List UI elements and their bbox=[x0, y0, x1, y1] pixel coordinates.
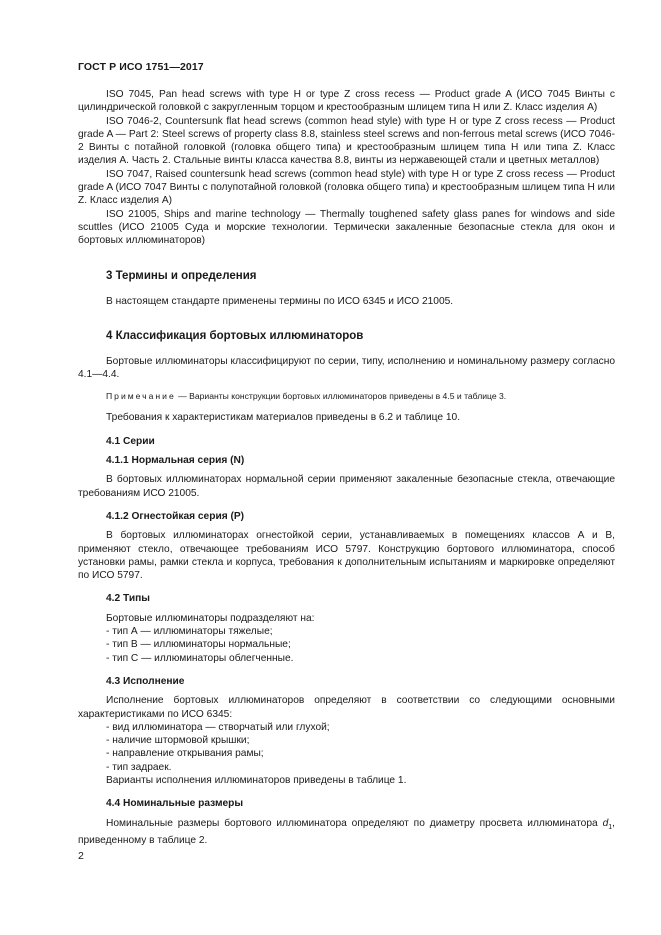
section-4-2-heading: 4.2 Типы bbox=[106, 593, 150, 605]
list-item: - тип А — иллюминаторы тяжелые; bbox=[106, 626, 273, 638]
section-3-text: В настоящем стандарте применены термины по ИСО 6345 и ИСО 21005. bbox=[106, 295, 454, 307]
section-4-1-2-text: В бортовых иллюминаторах огнестойкой серии, устанавливаемых в помещениях классов А и В, применяют стекло, отвечающее требованиям ИСО 5797. Конструкцию бортового иллюминатора, способ установки рамы, рамки стекла и корпуса, требования к дополнительным испытаниям и маркировке определяют по ИСО 5797. bbox=[78, 530, 615, 582]
page-number: 2 bbox=[78, 850, 84, 862]
list-item: - наличие штормовой крышки; bbox=[106, 735, 250, 747]
reference-iso-7045: ISO 7045, Pan head screws with type H or type Z cross recess — Product grade A (ИСО 7045 Винты с цилиндрической головкой с закругленным торцом и крестообразным шлицем типа H или Z. Класс изделия А) bbox=[78, 89, 615, 114]
reference-iso-7047: ISO 7047, Raised countersunk head screws (common head style) with type H or type Z cross recess — Product grade A (ИСО 7047 Винты с полупотайной головкой (головка общего типа) и крестообразным шлицем типа H или Z. Класс изделия А) bbox=[78, 168, 615, 207]
section-4-1-1-text: В бортовых иллюминаторах нормальной серии применяют закаленные безопасные стекла, отвечающие требованиям ИСО 21005. bbox=[78, 474, 615, 499]
section-4-4-heading: 4.4 Номинальные размеры bbox=[106, 798, 244, 810]
note-label: Примечание bbox=[106, 391, 176, 402]
section-4-1-heading: 4.1 Серии bbox=[106, 435, 155, 447]
document-header: ГОСТ Р ИСО 1751—2017 bbox=[78, 61, 204, 73]
document-body bbox=[78, 88, 615, 847]
section-4-2-text: Бортовые иллюминаторы подразделяют на: bbox=[106, 612, 315, 624]
section-4-3-text: Исполнение бортовых иллюминаторов определяют в соответствии со следующими основными характеристиками по ИСО 6345: bbox=[78, 695, 615, 720]
list-item: - направление открывания рамы; bbox=[106, 748, 264, 760]
diameter-symbol: d bbox=[602, 817, 609, 829]
list-item: - тип В — иллюминаторы нормальные; bbox=[106, 639, 291, 651]
note-text: — Варианты конструкции бортовых иллюминаторов приведены в 4.5 и таблице 3. bbox=[175, 391, 507, 402]
section-4-note bbox=[78, 390, 615, 402]
section-4-heading: 4 Классификация бортовых иллюминаторов bbox=[106, 329, 364, 342]
section-4-1-2-heading: 4.1.2 Огнестойкая серия (P) bbox=[106, 510, 245, 522]
list-item: - вид иллюминатора — створчатый или глухой; bbox=[106, 721, 330, 733]
text-part: Номинальные размеры бортового иллюминатора определяют по диаметру просвета иллюминатора bbox=[106, 817, 603, 829]
diameter-subscript: 1 bbox=[608, 823, 613, 831]
section-4-4-text bbox=[78, 817, 615, 848]
section-4-3-after: Варианты исполнения иллюминаторов приведены в таблице 1. bbox=[106, 774, 407, 786]
section-4-1-1-heading: 4.1.1 Нормальная серия (N) bbox=[106, 455, 245, 467]
section-3-heading: 3 Термины и определения bbox=[106, 269, 257, 282]
section-4-intro: Бортовые иллюминаторы классифицируют по серии, типу, исполнению и номинальному размеру согласно 4.1—4.4. bbox=[78, 355, 615, 381]
reference-iso-7046-2: ISO 7046-2, Countersunk flat head screws (common head style) with type H or type Z cross recess — Product grade A — Part 2: Steel screws of property class 8.8, stainless steel screws and non-ferrous metal screws (ИСО 7046-2 Винты с потайной головкой (головка общего типа) и крестообразным шлицем типа H или типа Z. Класс изделия А. Часть 2. Стальные винты класса качества 8.8, винты из нержавеющей стали и цветных металлов) bbox=[78, 115, 615, 167]
list-item: - тип задраек. bbox=[106, 761, 172, 773]
reference-iso-21005: ISO 21005, Ships and marine technology — Thermally toughened safety glass panes for windows and side scuttles (ИСО 21005 Суда и морские технологии. Термически закаленные безопасные стекла для окон и бортовых иллюминаторов) bbox=[78, 208, 615, 247]
list-item: - тип С — иллюминаторы облегченные. bbox=[106, 652, 294, 664]
section-4-3-heading: 4.3 Исполнение bbox=[106, 675, 185, 687]
text-part: , приведенному в таблице 2. bbox=[78, 817, 615, 846]
materials-text: Требования к характеристикам материалов приведены в 6.2 и таблице 10. bbox=[106, 412, 461, 424]
